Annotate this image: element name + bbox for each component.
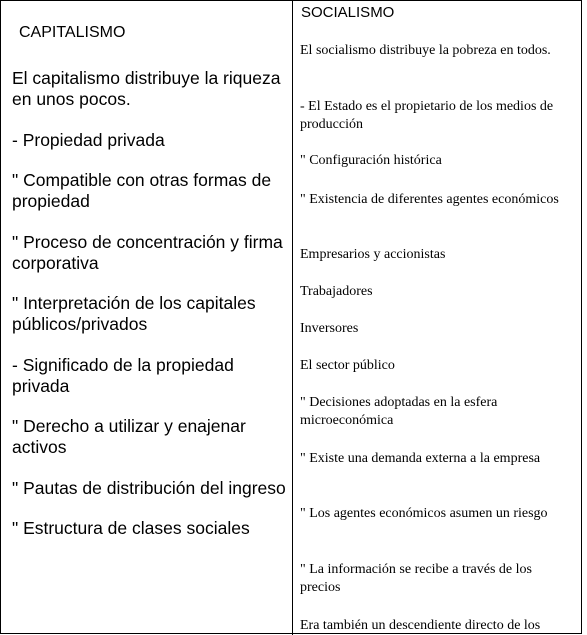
socialismo-column bbox=[294, 1, 582, 635]
socialismo-item: El socialismo distribuye la pobreza en todos. bbox=[300, 43, 551, 58]
socialismo-item: " Existencia de diferentes agentes económicos bbox=[300, 192, 559, 207]
socialismo-heading: SOCIALISMO bbox=[301, 4, 395, 21]
capitalismo-item: " Estructura de clases sociales bbox=[12, 518, 250, 538]
capitalismo-item: " Proceso de concentración y firma corporativa bbox=[12, 232, 283, 273]
socialismo-item: " La información se recibe a través de los precios bbox=[300, 562, 532, 595]
capitalismo-item: " Interpretación de los capitales públicos/privados bbox=[12, 293, 256, 334]
capitalismo-item: " Derecho a utilizar y enajenar activos bbox=[12, 416, 246, 457]
capitalismo-item: - Propiedad privada bbox=[12, 130, 165, 150]
socialismo-item: Empresarios y accionistas bbox=[300, 247, 446, 262]
column-divider bbox=[292, 1, 293, 635]
socialismo-item: " Decisiones adoptadas en la esfera microeconómica bbox=[300, 395, 498, 428]
socialismo-item: El sector público bbox=[300, 358, 395, 373]
capitalismo-heading: CAPITALISMO bbox=[19, 24, 126, 41]
capitalismo-item: - Significado de la propiedad privada bbox=[12, 355, 234, 396]
capitalismo-item: " Pautas de distribución del ingreso bbox=[12, 478, 286, 498]
socialismo-item: Trabajadores bbox=[300, 284, 373, 299]
socialismo-item: " Existe una demanda externa a la empresa bbox=[300, 451, 541, 466]
socialismo-item: " Los agentes económicos asumen un riesgo bbox=[300, 506, 548, 521]
capitalismo-item: " Compatible con otras formas de propiedad bbox=[12, 170, 272, 211]
capitalismo-column bbox=[1, 1, 289, 635]
socialismo-item: Inversores bbox=[300, 321, 359, 336]
socialismo-item: " Configuración histórica bbox=[300, 153, 442, 168]
socialismo-item: - El Estado es el propietario de los medios de producción bbox=[300, 99, 554, 132]
capitalismo-item: El capitalismo distribuye la riqueza en unos pocos. bbox=[12, 68, 281, 109]
socialismo-item: Era también un descendiente directo de los bbox=[300, 618, 541, 633]
